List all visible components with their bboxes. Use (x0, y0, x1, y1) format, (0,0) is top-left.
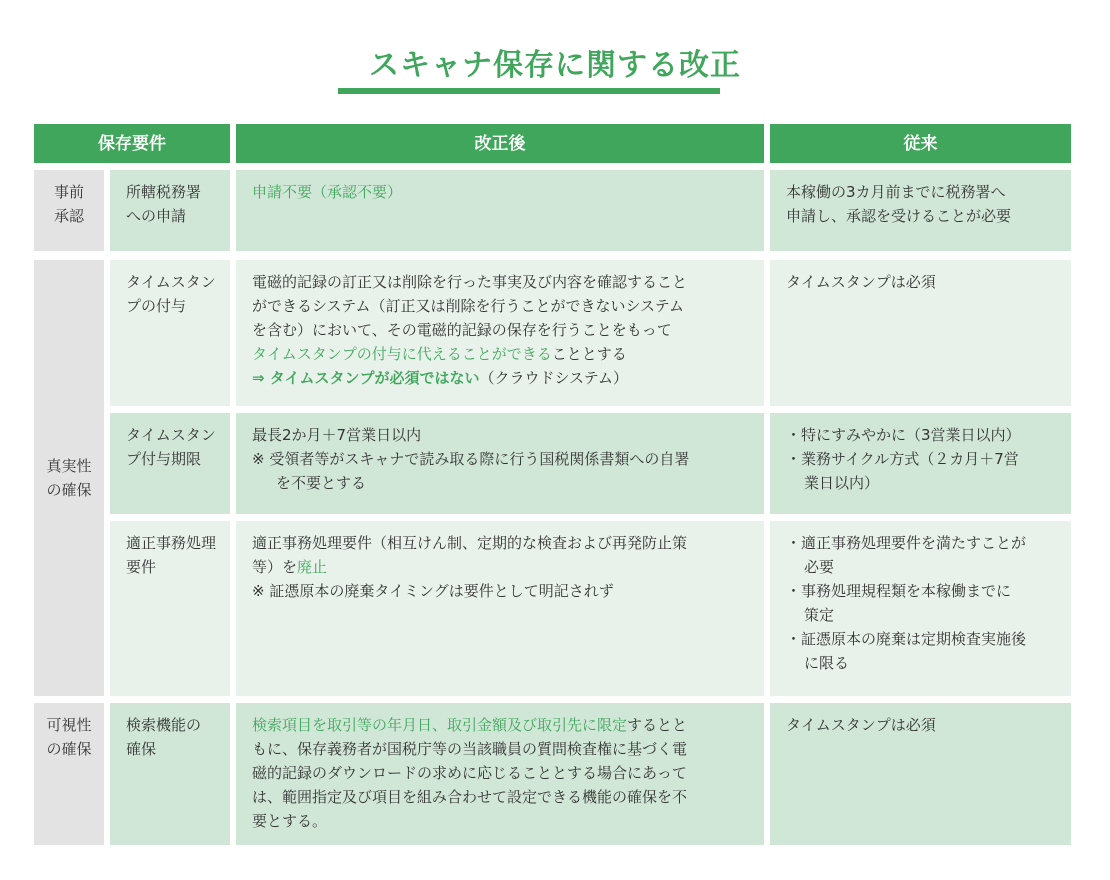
header-before: 従来 (770, 124, 1071, 163)
after-tax-office (236, 170, 764, 251)
before-timestamp (770, 260, 1071, 406)
before-timestamp-deadline-item: ・特にすみやかに（3営業日以内） (786, 426, 1021, 444)
after-timestamp-line: ができるシステム（訂正又は削除を行うことができないシステム (252, 297, 685, 315)
after-search-line: 磁的記録のダウンロードの求めに応じることとする場合にあって (252, 764, 687, 782)
after-search-highlight: 検索項目を取引等の年月日、取引金額及び取引先に限定 (252, 716, 628, 734)
after-tax-office-text: 申請不要（承認不要） (252, 183, 403, 201)
after-timestamp (236, 260, 764, 406)
after-timestamp-conclusion-tail: （クラウドシステム） (479, 369, 629, 387)
after-proper-processing-highlight: 廃止 (297, 558, 328, 576)
after-timestamp-line: 電磁的記録の訂正又は削除を行った事実及び内容を確認すること (252, 273, 688, 291)
row-label-tax-office: 所轄税務署 への申請 (110, 170, 230, 251)
before-timestamp-deadline-item: ・業務サイクル方式（２カ月＋7営 業日以内） (786, 450, 1019, 492)
header-after: 改正後 (236, 124, 764, 163)
before-tax-office (770, 170, 1071, 251)
before-search (770, 703, 1071, 845)
after-proper-processing (236, 521, 764, 696)
after-timestamp-highlight-tail: こととする (551, 345, 627, 363)
section-authenticity: 真実性 の確保 (34, 260, 104, 696)
after-search-line: もに、保存義務者が国税庁等の当該職員の質問検査権に基づく電 (252, 740, 688, 758)
section-prior-approval: 事前 承認 (34, 170, 104, 251)
after-timestamp-deadline-note: ※ 受領者等がスキャナで読み取る際に行う国税関係書類への自署 を不要とする (252, 450, 690, 492)
header-requirement: 保存要件 (34, 124, 230, 163)
section-visibility: 可視性 の確保 (34, 703, 104, 845)
title-underline (338, 88, 720, 94)
before-timestamp-text: タイムスタンプは必須 (786, 273, 936, 291)
after-timestamp-line: を含む）において、その電磁的記録の保存を行うことをもって (252, 321, 672, 339)
after-proper-processing-note: ※ 証憑原本の廃棄タイミングは要件として明記されず (252, 582, 614, 600)
after-search-line: は、範囲指定及び項目を組み合わせて設定できる機能の確保を不 (252, 788, 688, 806)
before-tax-office-line: 申請し、承認を受けることが必要 (786, 207, 1012, 225)
after-search-line: 要とする。 (252, 812, 328, 830)
row-label-timestamp: タイムスタン プの付与 (110, 260, 230, 406)
before-proper-processing (770, 521, 1071, 696)
row-label-timestamp-deadline: タイムスタン プ付与期限 (110, 413, 230, 514)
after-proper-processing-line: 適正事務処理要件（相互けん制、定期的な検査および再発防止策 (252, 534, 688, 552)
row-label-proper-processing: 適正事務処理 要件 (110, 521, 230, 696)
page-title: スキャナ保存に関する改正 (369, 48, 741, 83)
after-timestamp-conclusion: ⇒ タイムスタンプが必須ではない (252, 369, 480, 387)
before-proper-processing-item: ・適正事務処理要件を満たすことが 必要 (786, 534, 1027, 576)
before-proper-processing-item: ・事務処理規程類を本稼働までに 策定 (786, 582, 1012, 624)
before-search-text: タイムスタンプは必須 (786, 716, 936, 734)
before-timestamp-deadline (770, 413, 1071, 514)
after-timestamp-deadline-line: 最長2か月＋7営業日以内 (252, 426, 422, 444)
after-timestamp-highlight: タイムスタンプの付与に代えることができる (252, 345, 552, 363)
before-proper-processing-item: ・証憑原本の廃棄は定期検査実施後 に限る (786, 630, 1027, 672)
after-timestamp-deadline (236, 413, 764, 514)
row-label-search: 検索機能の 確保 (110, 703, 230, 845)
before-tax-office-line: 本稼働の3カ月前までに税務署へ (786, 183, 1006, 201)
after-proper-processing-pre: 等）を (252, 558, 298, 576)
after-search (236, 703, 764, 845)
after-search-highlight-tail: するとと (627, 716, 688, 734)
